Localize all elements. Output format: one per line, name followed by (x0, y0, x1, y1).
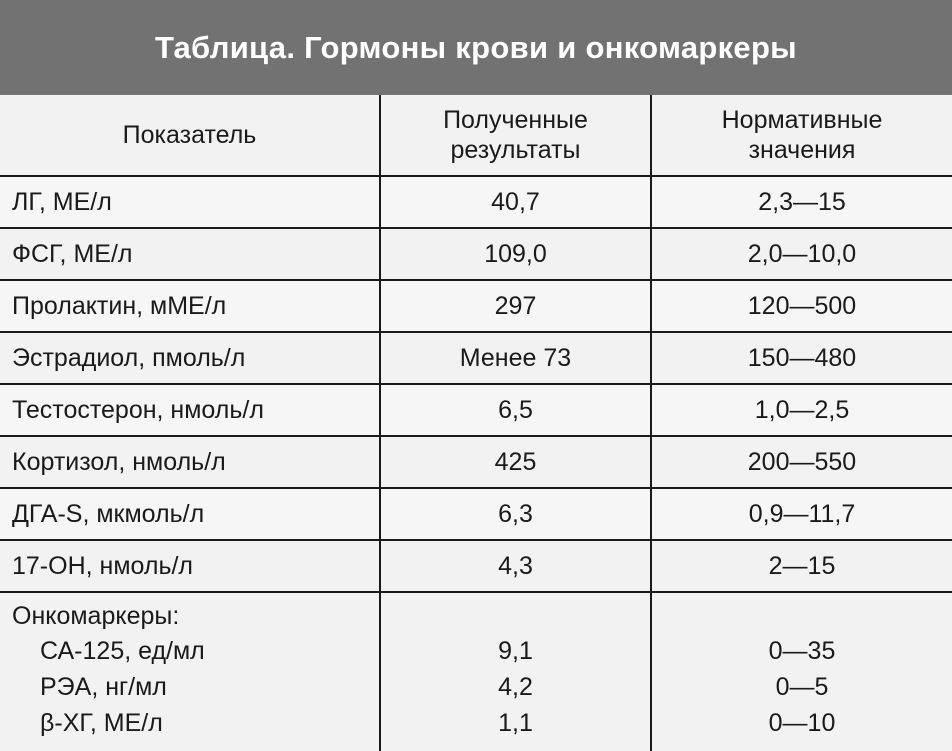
marker-result: 4,2 (498, 673, 533, 701)
indicator-name: ЛГ, МЕ/л (0, 176, 380, 228)
result-value: Менее 73 (380, 332, 651, 384)
norm-value: 120—500 (651, 280, 952, 332)
tumor-markers-norms (651, 592, 952, 751)
marker-result: 1,1 (498, 709, 533, 737)
header-norms: Нормативные значения (651, 95, 952, 176)
marker-name: СА-125, ед/мл (40, 637, 205, 665)
marker-norm: 0—35 (768, 637, 836, 665)
result-value: 425 (380, 436, 651, 488)
norm-value: 150—480 (651, 332, 952, 384)
tumor-markers-results (380, 592, 651, 751)
table-row (0, 540, 952, 592)
indicator-name: Эстрадиол, пмоль/л (0, 332, 380, 384)
result-value: 297 (380, 280, 651, 332)
table-row (0, 488, 952, 540)
indicator-name: Пролактин, мМЕ/л (0, 280, 380, 332)
hormones-table (0, 95, 952, 751)
norm-value: 2,3—15 (651, 176, 952, 228)
table-row (0, 384, 952, 436)
header-indicator: Показатель (0, 95, 380, 176)
marker-norm: 0—10 (768, 709, 836, 737)
result-value: 109,0 (380, 228, 651, 280)
result-value: 40,7 (380, 176, 651, 228)
marker-name: РЭА, нг/мл (40, 673, 167, 701)
result-value: 6,3 (380, 488, 651, 540)
indicator-name: ДГА-S, мкмоль/л (0, 488, 380, 540)
marker-result: 9,1 (498, 637, 533, 665)
header-results: Полученные результаты (380, 95, 651, 176)
indicator-name: ФСГ, МЕ/л (0, 228, 380, 280)
result-value: 4,3 (380, 540, 651, 592)
norm-value: 200—550 (651, 436, 952, 488)
tumor-markers-label: Онкомаркеры: (12, 602, 180, 630)
result-value: 6,5 (380, 384, 651, 436)
table-header-row (0, 95, 952, 176)
norm-value: 0,9—11,7 (651, 488, 952, 540)
table-row (0, 332, 952, 384)
indicator-name: 17-ОН, нмоль/л (0, 540, 380, 592)
indicator-name: Тестостерон, нмоль/л (0, 384, 380, 436)
norm-value: 1,0—2,5 (651, 384, 952, 436)
tumor-markers-names (0, 592, 380, 751)
table-row (0, 176, 952, 228)
marker-name: β-ХГ, МЕ/л (40, 709, 163, 737)
indicator-name: Кортизол, нмоль/л (0, 436, 380, 488)
norm-value: 2,0—10,0 (651, 228, 952, 280)
norm-value: 2—15 (651, 540, 952, 592)
table-title-bar (0, 0, 952, 95)
table-row (0, 228, 952, 280)
marker-norm: 0—5 (775, 673, 829, 701)
table-title: Таблица. Гормоны крови и онкомаркеры (155, 29, 797, 65)
table-row (0, 436, 952, 488)
tumor-markers-row (0, 592, 952, 751)
table-row (0, 280, 952, 332)
